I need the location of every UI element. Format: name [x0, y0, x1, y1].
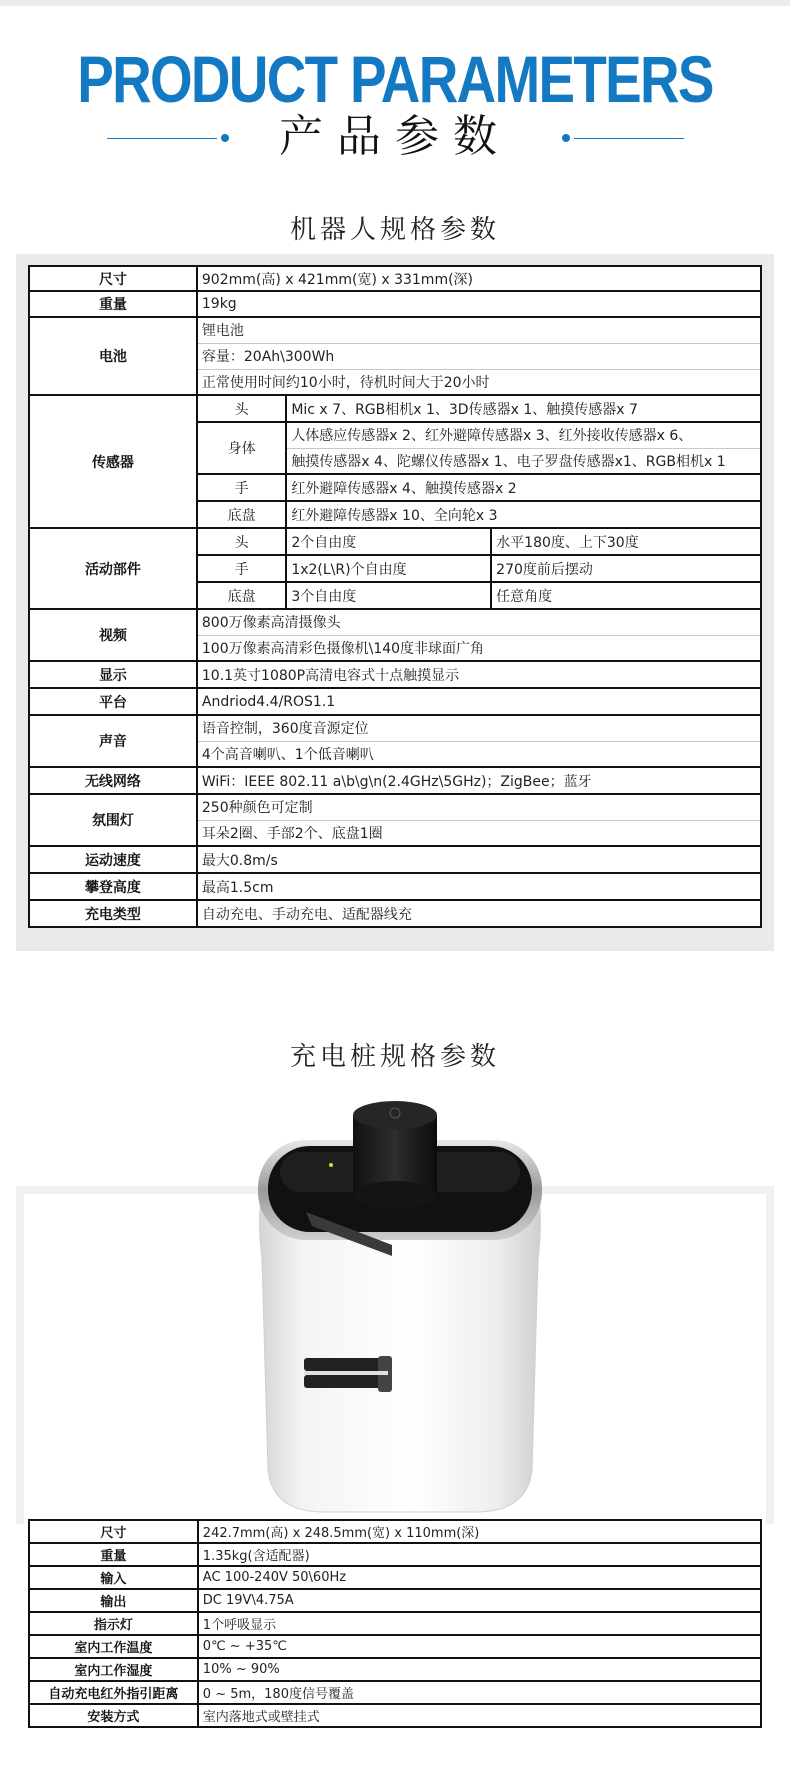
- right-divider-dot: [562, 134, 570, 142]
- table-row: [29, 317, 761, 343]
- row-value: Mic x 7、RGB相机x 1、3D传感器x 1、触摸传感器x 7: [286, 395, 761, 422]
- row-value: 最高1.5cm: [197, 873, 761, 900]
- table-row: [29, 1543, 761, 1566]
- table-row: [29, 1704, 761, 1727]
- row-value: 耳朵2圈、手部2个、底盘1圈: [197, 820, 761, 846]
- row-value: 锂电池: [197, 317, 761, 343]
- row-value: AC 100-240V 50\60Hz: [198, 1566, 761, 1589]
- table-row: [29, 395, 761, 422]
- row-value: 270度前后摆动: [491, 555, 761, 582]
- row-label: 室内工作湿度: [29, 1658, 198, 1681]
- row-sublabel: 手: [197, 555, 286, 582]
- row-value: 10.1英寸1080P高清电容式十点触摸显示: [197, 661, 761, 688]
- row-label: 安装方式: [29, 1704, 198, 1727]
- table-row: [29, 794, 761, 820]
- row-value: 人体感应传感器x 2、红外避障传感器x 3、红外接收传感器x 6、: [286, 422, 761, 448]
- row-value: 任意角度: [491, 582, 761, 609]
- right-divider-line: [574, 138, 684, 139]
- robot-spec-title: 机器人规格参数: [289, 215, 500, 245]
- table-row: [29, 846, 761, 873]
- row-sublabel: 头: [197, 528, 286, 555]
- row-sublabel: 底盘: [197, 501, 286, 528]
- row-value: 0 ~ 5m，180度信号覆盖: [198, 1681, 761, 1704]
- robot-spec-table: [28, 265, 762, 928]
- row-label: 传感器: [29, 395, 197, 528]
- row-value: 1个呼吸显示: [198, 1612, 761, 1635]
- table-row: [29, 1635, 761, 1658]
- row-value: 19kg: [197, 291, 761, 317]
- row-label: 重量: [29, 1543, 198, 1566]
- row-label: 输出: [29, 1589, 198, 1612]
- table-row: [29, 1520, 761, 1543]
- table-row: [29, 266, 761, 291]
- row-value: 水平180度、上下30度: [491, 528, 761, 555]
- row-value: 触摸传感器x 4、陀螺仪传感器x 1、电子罗盘传感器x1、RGB相机x 1: [286, 448, 761, 474]
- row-label: 氛围灯: [29, 794, 197, 846]
- row-label: 视频: [29, 609, 197, 661]
- row-sublabel: 手: [197, 474, 286, 501]
- row-label: 自动充电红外指引距离: [29, 1681, 198, 1704]
- row-value: 语音控制，360度音源定位: [197, 715, 761, 741]
- row-value: 1x2(L\R)个自由度: [286, 555, 491, 582]
- table-row: [29, 528, 761, 555]
- row-value: 3个自由度: [286, 582, 491, 609]
- table-row: [29, 609, 761, 635]
- page-title-en: PRODUCT PARAMETERS: [77, 42, 713, 116]
- row-value: 室内落地式或壁挂式: [198, 1704, 761, 1727]
- row-value: 红外避障传感器x 10、全向轮x 3: [286, 501, 761, 528]
- row-value: DC 19V\4.75A: [198, 1589, 761, 1612]
- row-value: 242.7mm(高) x 248.5mm(宽) x 110mm(深): [198, 1520, 761, 1543]
- row-value: 正常使用时间约10小时，待机时间大于20小时: [197, 369, 761, 395]
- row-sublabel: 底盘: [197, 582, 286, 609]
- row-value: 902mm(高) x 421mm(宽) x 331mm(深): [197, 266, 761, 291]
- row-sublabel: 身体: [197, 422, 286, 474]
- table-row: [29, 1612, 761, 1635]
- row-value: 1.35kg(含适配器): [198, 1543, 761, 1566]
- table-row: [29, 1658, 761, 1681]
- page-title-cn: 产品参数: [279, 111, 511, 162]
- table-row: [29, 715, 761, 741]
- row-value: 800万像素高清摄像头: [197, 609, 761, 635]
- table-row: [29, 291, 761, 317]
- table-row: [29, 1566, 761, 1589]
- row-label: 运动速度: [29, 846, 197, 873]
- table-row: [29, 767, 761, 794]
- table-row: [29, 900, 761, 927]
- row-value: 最大0.8m/s: [197, 846, 761, 873]
- row-label: 输入: [29, 1566, 198, 1589]
- row-label: 尺寸: [29, 266, 197, 291]
- row-label: 尺寸: [29, 1520, 198, 1543]
- row-label: 无线网络: [29, 767, 197, 794]
- top-strip: [0, 0, 790, 6]
- row-value: WiFi：IEEE 802.11 a\b\g\n(2.4GHz\5GHz)；ZigBee；蓝牙: [197, 767, 761, 794]
- table-row: [29, 661, 761, 688]
- table-row: [29, 873, 761, 900]
- row-value: 250种颜色可定制: [197, 794, 761, 820]
- row-value: 容量：20Ah\300Wh: [197, 343, 761, 369]
- row-value: 0℃ ~ +35℃: [198, 1635, 761, 1658]
- row-label: 活动部件: [29, 528, 197, 609]
- row-sublabel: 头: [197, 395, 286, 422]
- row-label: 指示灯: [29, 1612, 198, 1635]
- row-value: 10% ~ 90%: [198, 1658, 761, 1681]
- row-value: 2个自由度: [286, 528, 491, 555]
- row-value: 自动充电、手动充电、适配器线充: [197, 900, 761, 927]
- row-value: 100万像素高清彩色摄像机\140度非球面广角: [197, 635, 761, 661]
- charger-spec-title: 充电桩规格参数: [289, 1042, 500, 1072]
- table-row: [29, 1681, 761, 1704]
- page-title-cn-row: [0, 112, 790, 162]
- row-label: 重量: [29, 291, 197, 317]
- row-value: 红外避障传感器x 4、触摸传感器x 2: [286, 474, 761, 501]
- charger-spec-table: [28, 1519, 762, 1728]
- row-label: 声音: [29, 715, 197, 767]
- charging-dock-image: [0, 1100, 790, 1520]
- row-label: 显示: [29, 661, 197, 688]
- row-label: 平台: [29, 688, 197, 715]
- row-label: 电池: [29, 317, 197, 395]
- table-row: [29, 1589, 761, 1612]
- row-label: 充电类型: [29, 900, 197, 927]
- row-label: 室内工作温度: [29, 1635, 198, 1658]
- row-value: 4个高音喇叭、1个低音喇叭: [197, 741, 761, 767]
- row-value: Andriod4.4/ROS1.1: [197, 688, 761, 715]
- row-label: 攀登高度: [29, 873, 197, 900]
- table-row: [29, 688, 761, 715]
